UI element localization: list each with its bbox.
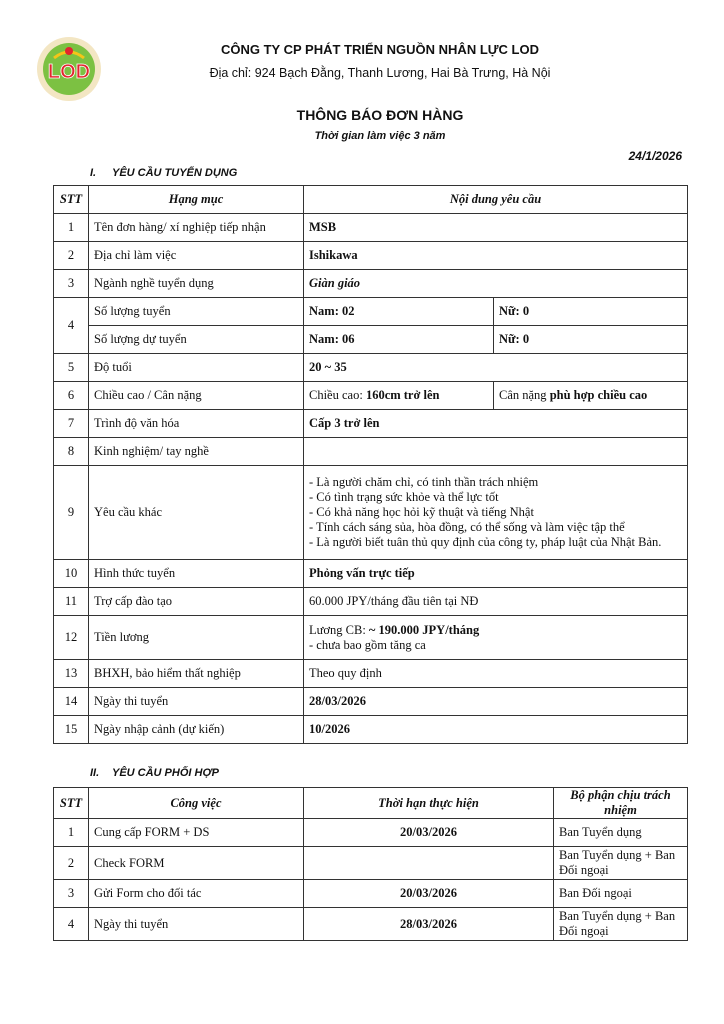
table-row: [54, 716, 688, 744]
row-item: Ngày nhập cảnh (dự kiến): [89, 716, 304, 744]
deadline: 20/03/2026: [304, 880, 554, 908]
row-number: 7: [54, 410, 89, 438]
header-item: Hạng mục: [89, 186, 304, 214]
task: Gửi Form cho đối tác: [89, 880, 304, 908]
table-row: [54, 616, 688, 660]
row-number: 2: [54, 242, 89, 270]
row-number: 1: [54, 819, 89, 847]
row-number: 6: [54, 382, 89, 410]
row-item: BHXH, bảo hiểm thất nghiệp: [89, 660, 304, 688]
row-value: MSB: [304, 214, 688, 242]
table-row: [54, 660, 688, 688]
row-value: 60.000 JPY/tháng đầu tiên tại NĐ: [304, 588, 688, 616]
row-number: 11: [54, 588, 89, 616]
row-number: 2: [54, 847, 89, 880]
row-number: 5: [54, 354, 89, 382]
salary-cell: [304, 616, 688, 660]
row-value: Phỏng vấn trực tiếp: [304, 560, 688, 588]
task: Check FORM: [89, 847, 304, 880]
task: Ngày thi tuyển: [89, 908, 304, 941]
requirement-line: - Có khả năng học hỏi kỹ thuật và tiếng Nhật: [309, 505, 534, 519]
deadline: [304, 847, 554, 880]
row-value: Giàn giáo: [304, 270, 688, 298]
row-number: 3: [54, 880, 89, 908]
table-row: [54, 326, 688, 354]
row-value: [304, 438, 688, 466]
table-header-row: [54, 788, 688, 819]
requirement-line: - Có tình trạng sức khỏe và thể lực tốt: [309, 490, 499, 504]
table-row: [54, 410, 688, 438]
logo-lettering: LOD: [47, 61, 91, 83]
company-address: Địa chỉ: 924 Bạch Đằng, Thanh Lương, Hai Bà Trưng, Hà Nội: [209, 66, 551, 80]
row-item: Ngành nghề tuyển dụng: [89, 270, 304, 298]
table-row: [54, 298, 688, 326]
department: Ban Tuyển dụng: [554, 819, 688, 847]
height-label: Chiều cao:: [309, 388, 366, 402]
section-2-heading: [90, 767, 219, 779]
coordination-requirements-table: [53, 787, 688, 941]
company-logo: [36, 36, 102, 102]
row-item: Ngày thi tuyển: [89, 688, 304, 716]
requirement-line: - Là người biết tuân thủ quy định của công ty, pháp luật của Nhật Bản.: [309, 535, 662, 549]
row-value: Theo quy định: [304, 660, 688, 688]
table-row: [54, 688, 688, 716]
row-value: 28/03/2026: [304, 688, 688, 716]
row-item: Trình độ văn hóa: [89, 410, 304, 438]
requirement-line: - Tính cách sáng sủa, hòa đồng, có thể sống và làm việc tập thể: [309, 520, 625, 534]
recruitment-requirements-table: [53, 185, 688, 744]
row-item: Số lượng dự tuyển: [89, 326, 304, 354]
document-date: 24/1/2026: [628, 149, 682, 163]
row-number: 3: [54, 270, 89, 298]
header-department: Bộ phận chịu trách nhiệm: [554, 788, 688, 819]
row-value: 20 ~ 35: [304, 354, 688, 382]
row-item: Tiền lương: [89, 616, 304, 660]
row-number: 13: [54, 660, 89, 688]
female-candidates: Nữ: 0: [494, 326, 688, 354]
row-number: 12: [54, 616, 89, 660]
row-number: 4: [54, 908, 89, 941]
header-content: Nội dung yêu cầu: [304, 186, 688, 214]
section-2-number: II.: [90, 767, 100, 779]
height-cell: [304, 382, 494, 410]
height-value: 160cm trở lên: [365, 388, 440, 402]
document-title: THÔNG BÁO ĐƠN HÀNG: [296, 107, 464, 123]
company-name: CÔNG TY CP PHÁT TRIỂN NGUỒN NHÂN LỰC LOD: [221, 42, 539, 57]
deadline: 28/03/2026: [304, 908, 554, 941]
department: Ban Tuyển dụng + Ban Đối ngoại: [554, 908, 688, 941]
row-item: Địa chỉ làm việc: [89, 242, 304, 270]
table-row: [54, 354, 688, 382]
salary-note: - chưa bao gồm tăng ca: [309, 637, 426, 652]
requirement-line: - Là người chăm chỉ, có tinh thần trách nhiệm: [309, 475, 539, 489]
row-value: Cấp 3 trở lên: [304, 410, 688, 438]
table-row: [54, 847, 688, 880]
deadline: 20/03/2026: [304, 819, 554, 847]
header-task: Công việc: [89, 788, 304, 819]
salary-label: Lương CB:: [309, 622, 369, 637]
table-row: [54, 908, 688, 941]
female-count: Nữ: 0: [494, 298, 688, 326]
department: Ban Tuyển dụng + Ban Đối ngoại: [554, 847, 688, 880]
row-item: Hình thức tuyển: [89, 560, 304, 588]
row-item: Yêu cầu khác: [89, 466, 304, 560]
section-1-number: I.: [90, 167, 97, 179]
weight-cell: [494, 382, 688, 410]
table-row: [54, 466, 688, 560]
row-number: 14: [54, 688, 89, 716]
weight-value: phù hợp chiều cao: [549, 388, 648, 402]
row-item: Trợ cấp đào tạo: [89, 588, 304, 616]
section-1-title: YÊU CẦU TUYỂN DỤNG: [112, 167, 238, 179]
table-row: [54, 242, 688, 270]
table-row: [54, 819, 688, 847]
section-1-heading: [90, 167, 237, 179]
table-row: [54, 588, 688, 616]
row-number: 9: [54, 466, 89, 560]
row-item: Tên đơn hàng/ xí nghiệp tiếp nhận: [89, 214, 304, 242]
row-number: 4: [54, 298, 89, 354]
row-value: Ishikawa: [304, 242, 688, 270]
male-candidates: Nam: 06: [304, 326, 494, 354]
male-count: Nam: 02: [304, 298, 494, 326]
row-item: Chiều cao / Cân nặng: [89, 382, 304, 410]
row-number: 15: [54, 716, 89, 744]
table-row: [54, 438, 688, 466]
table-row: [54, 880, 688, 908]
row-number: 10: [54, 560, 89, 588]
table-row: [54, 560, 688, 588]
row-item: Kinh nghiệm/ tay nghề: [89, 438, 304, 466]
row-value: 10/2026: [304, 716, 688, 744]
document-subtitle: Thời gian làm việc 3 năm: [314, 130, 446, 142]
weight-label: Cân nặng: [499, 388, 550, 402]
task: Cung cấp FORM + DS: [89, 819, 304, 847]
header-deadline: Thời hạn thực hiện: [304, 788, 554, 819]
header-stt: STT: [54, 788, 89, 819]
row-item: Độ tuổi: [89, 354, 304, 382]
section-2-title: YÊU CẦU PHỐI HỢP: [112, 767, 220, 779]
table-row: [54, 214, 688, 242]
row-number: 1: [54, 214, 89, 242]
salary-value: ~ 190.000 JPY/tháng: [368, 622, 480, 637]
department: Ban Đối ngoại: [554, 880, 688, 908]
row-number: 8: [54, 438, 89, 466]
header-stt: STT: [54, 186, 89, 214]
table-row: [54, 270, 688, 298]
table-header-row: [54, 186, 688, 214]
table-row: [54, 382, 688, 410]
row-item: Số lượng tuyển: [89, 298, 304, 326]
other-requirements-list: [304, 466, 688, 560]
